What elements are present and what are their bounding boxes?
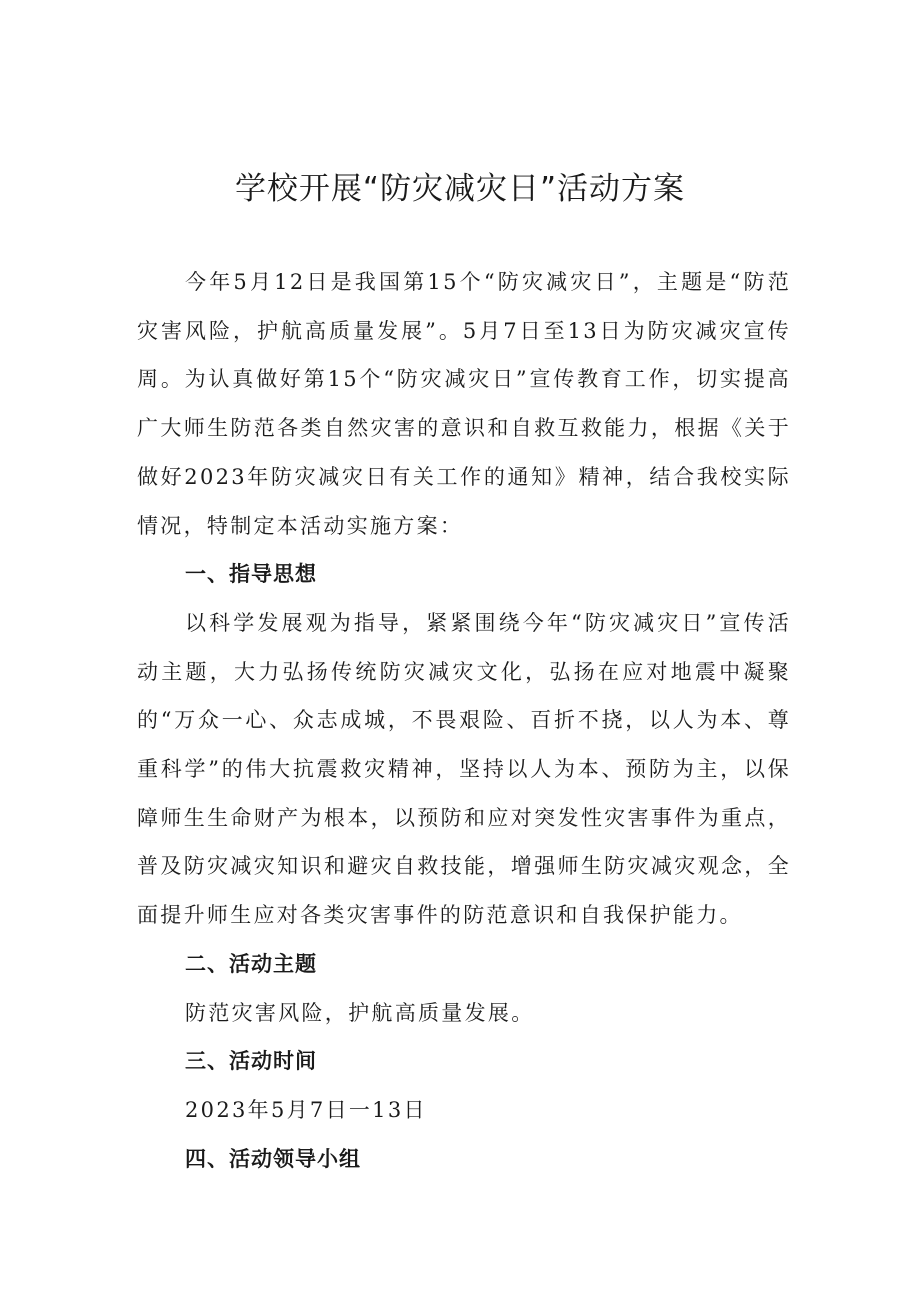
section-heading-leadership-group: 四、活动领导小组	[185, 1146, 361, 1171]
section-text-activity-theme: 防范灾害风险，护航高质量发展。	[185, 1000, 535, 1025]
section-heading-activity-time: 三、活动时间	[185, 1049, 317, 1074]
document-title: 学校开展“防灾减灾日”活动方案	[234, 171, 686, 207]
intro-paragraph: 今年5月12日是我国第15个“防灾减灾日”，主题是“防范灾害风险，护航高质量发展”。5月7日至13日为防灾减灾宣传周。为认真做好第15个“防灾减灾日”宣传教育工作，切实提高广大师生防范各类自然灾害的意识和自救互救能力，根据《关于做好2023年防灾减灾日有关工作的通知》精神，结合我校实际情况，特制定本活动实施方案：	[137, 270, 791, 538]
section-text-guiding-ideology: 以科学发展观为指导，紧紧围绕今年“防灾减灾日”宣传活动主题，大力弘扬传统防灾减灾文化，弘扬在应对地震中凝聚的“万众一心、众志成城，不畏艰险、百折不挠，以人为本、尊重科学”的伟大抗震救灾精神，坚持以人为本、预防为主，以保障师生生命财产为根本，以预防和应对突发性灾害事件为重点，普及防灾减灾知识和避灾自救技能，增强师生防灾减灾观念，全面提升师生应对各类灾害事件的防范意识和自我保护能力。	[137, 610, 791, 928]
document-body	[137, 258, 791, 1183]
section-text-activity-time: 2023年5月7日一13日	[185, 1097, 427, 1122]
section-heading-guiding-ideology: 一、指导思想	[185, 562, 317, 587]
section-heading-activity-theme: 二、活动主题	[185, 951, 317, 976]
